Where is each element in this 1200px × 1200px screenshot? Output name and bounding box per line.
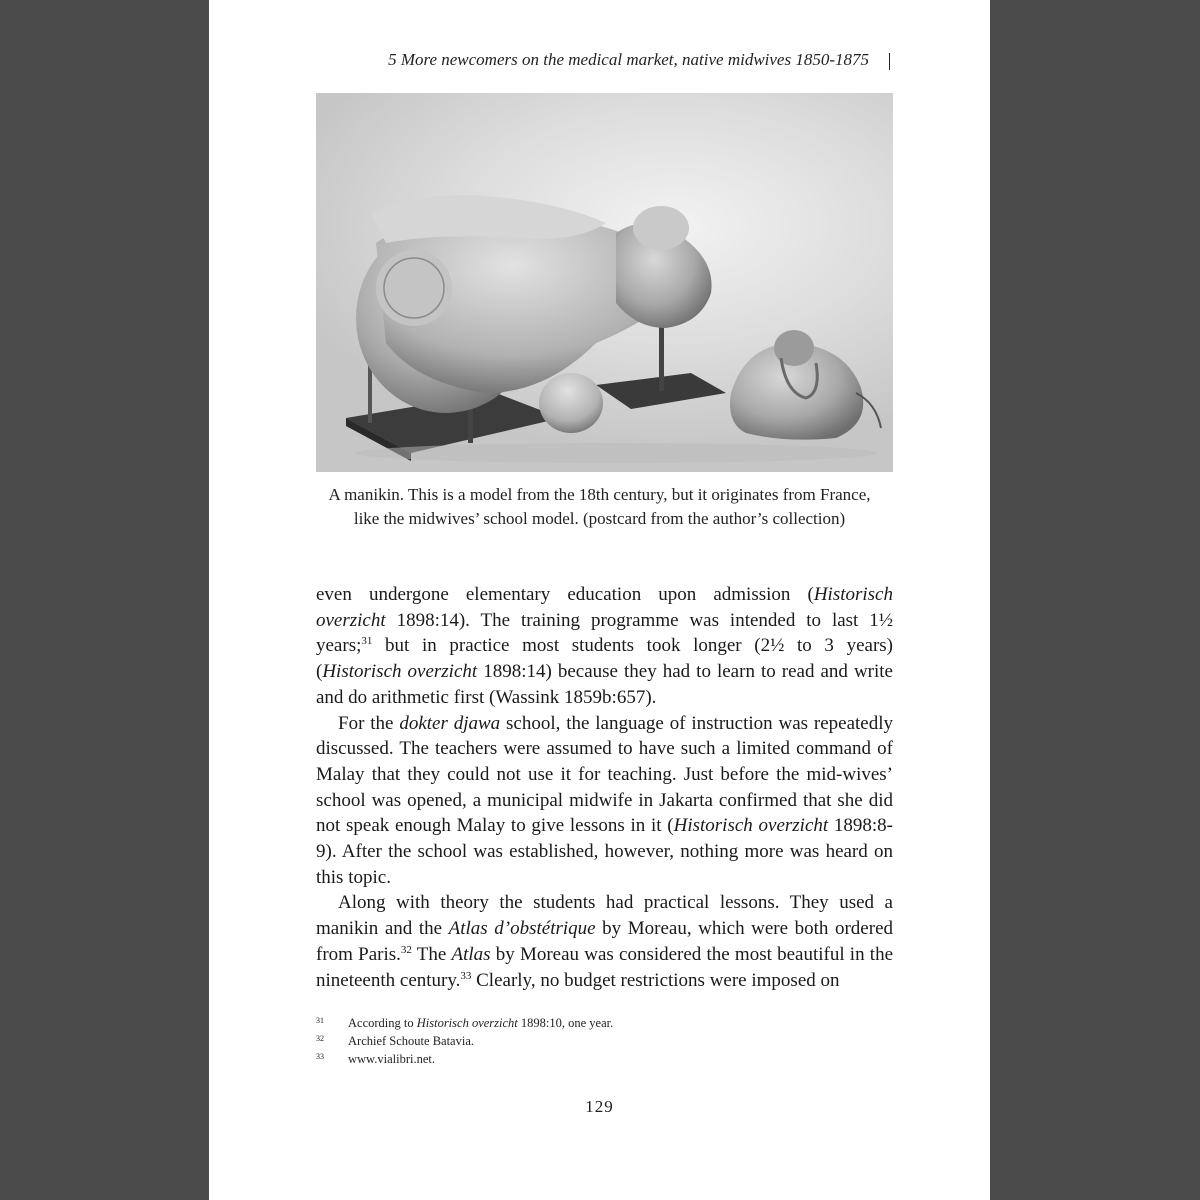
header-rule (889, 53, 890, 70)
footnote-ref-31[interactable]: 31 (361, 635, 373, 648)
footnote-ref-33[interactable]: 33 (460, 969, 472, 982)
running-header (209, 50, 990, 74)
footnote-31 (316, 1014, 893, 1032)
footnote-ref-32[interactable]: 32 (400, 943, 412, 956)
manikin-illustration (316, 93, 893, 472)
body-text (316, 582, 893, 993)
footnote-number: 31 (316, 1016, 324, 1025)
paragraph-3: Along with theory the students had practical lessons. They used a manikin and the Atlas d’obstétrique by Moreau, which were both ordered from Paris.$^{32}$ The Atlas by Moreau was considered the most beautiful in the nineteenth century.$^{33}$ Clearly, no budget restrictions were imposed on (316, 892, 893, 991)
manikin-photograph (316, 93, 893, 472)
footnote-number: 32 (316, 1034, 324, 1043)
footnote-32 (316, 1032, 893, 1050)
book-page (209, 0, 990, 1200)
caption-line: like the midwives’ school model. (postcard from the author’s collection) (353, 509, 846, 528)
footnote-33 (316, 1050, 893, 1068)
caption-line: A manikin. This is a model from the 18th century, but it originates from France, (328, 485, 871, 504)
running-title: 5 More newcomers on the medical market, native midwives 1850-1875 (388, 50, 869, 69)
paragraph-1: even undergone elementary education upon admission (Historisch overzicht 1898:14). The training programme was intended to last 1½ years;$^{31}$ but in practice most students took longer (2½ to 3 years) (Historisch overzicht 1898:14) because they had to learn to read and write and do arithmetic first (Wassink 1859b:657). (316, 584, 893, 708)
footnotes (316, 1014, 893, 1068)
page-number: 129 (585, 1097, 614, 1116)
footnote-link[interactable]: www.vialibri.net. (348, 1052, 436, 1066)
footnote-number: 33 (316, 1052, 324, 1061)
paragraph-2: For the dokter djawa school, the language of instruction was repeatedly discussed. The teachers were assumed to have such a limited command of Malay that they could not use it for teaching. Just before the mid-wives’ school was opened, a municipal midwife in Jakarta confirmed that she did not speak enough Malay to give lessons in it (Historisch overzicht 1898:8-9). After the school was established, however, nothing more was heard on this topic. (316, 712, 893, 888)
footnote-text: Archief Schoute Batavia. (348, 1034, 474, 1048)
footnote-text: According to Historisch overzicht 1898:10, one year. (348, 1016, 614, 1030)
figure-caption (269, 483, 930, 531)
